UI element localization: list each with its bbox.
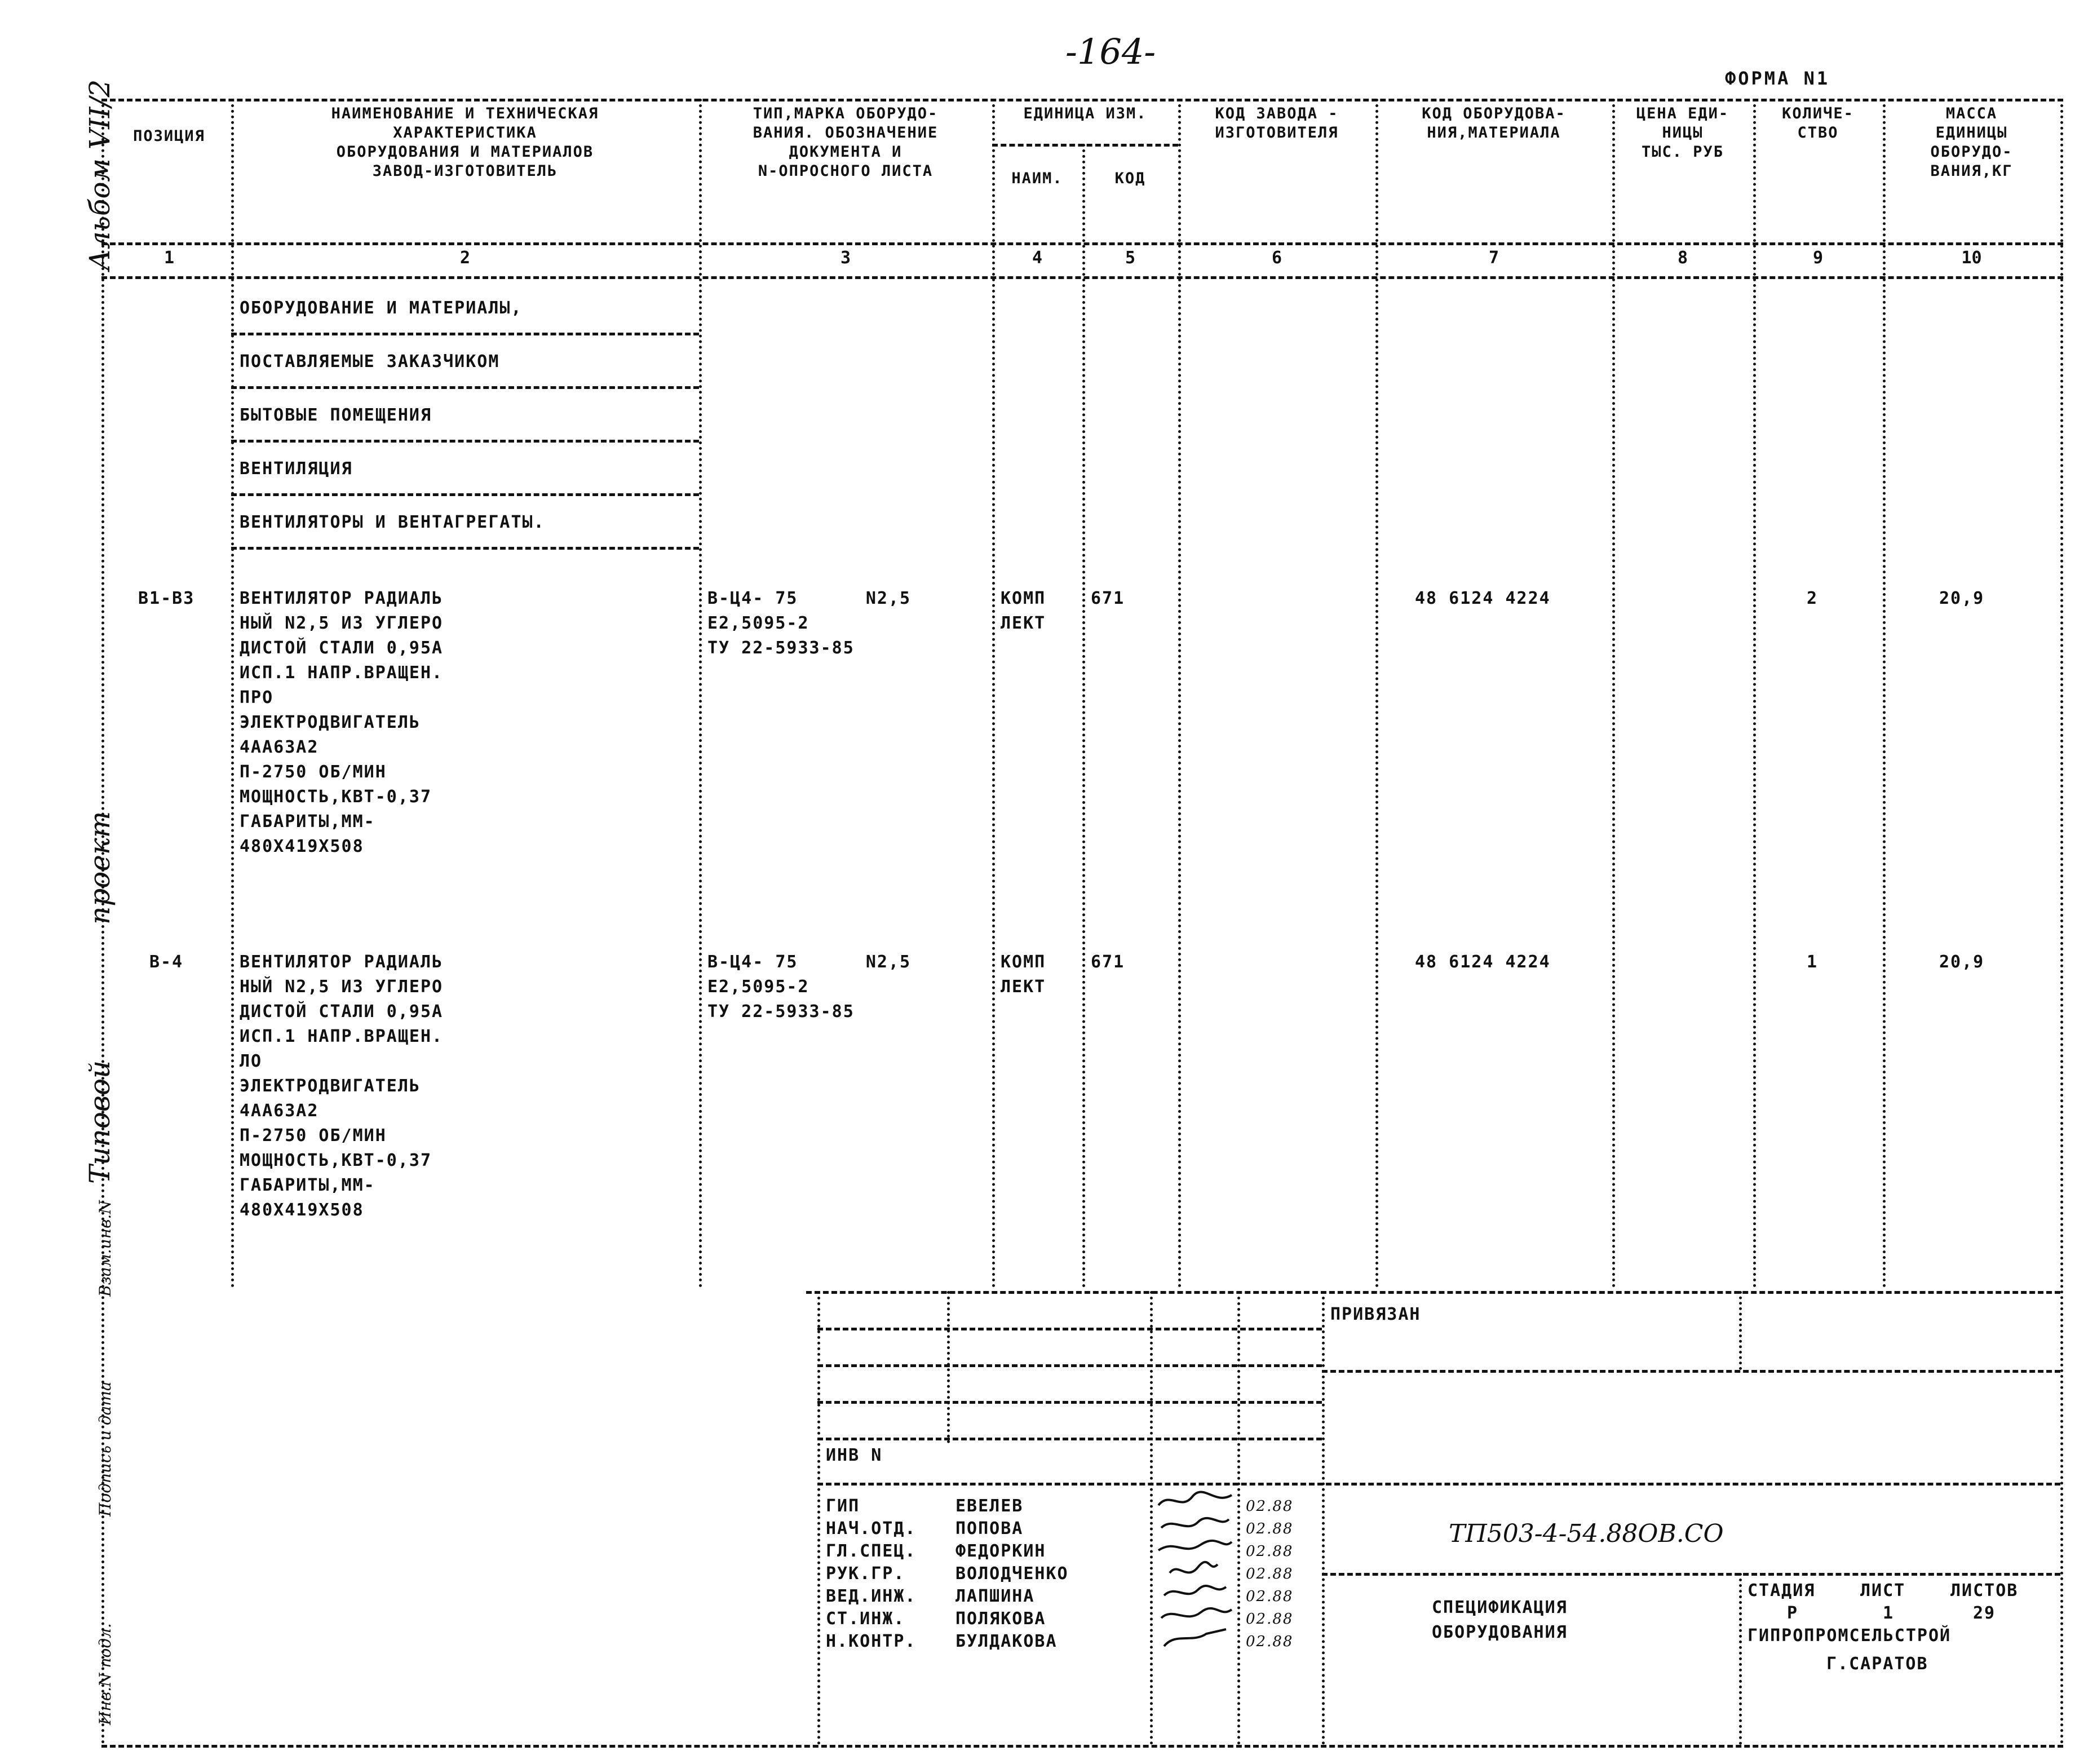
item-position: В-4 bbox=[149, 952, 184, 972]
stamp-date: 02.88 bbox=[1246, 1498, 1294, 1515]
header-type: ТИП,МАРКА ОБОРУДО- ВАНИЯ. ОБОЗНАЧЕНИЕ ДОКУМЕНТА И N-ОПРОСНОГО ЛИСТА bbox=[753, 105, 939, 180]
stamp-name: ФЕДОРКИН bbox=[955, 1541, 1046, 1561]
stamp-role: ГЛ.СПЕЦ. bbox=[826, 1541, 917, 1561]
item-equipment-code: 48 6124 4224 bbox=[1415, 952, 1551, 972]
col-number-2: 2 bbox=[459, 248, 471, 268]
col-number-5: 5 bbox=[1125, 248, 1136, 268]
item-quantity: 1 bbox=[1807, 952, 1819, 972]
header-factory-code: КОД ЗАВОДА - ИЗГОТОВИТЕЛЯ bbox=[1215, 105, 1339, 142]
stamp-date: 02.88 bbox=[1246, 1633, 1294, 1650]
header-mass: МАССА ЕДИНИЦЫ ОБОРУДО- ВАНИЯ,КГ bbox=[1930, 105, 2013, 180]
item-unit-code: 671 bbox=[1091, 952, 1125, 972]
col-number-4: 4 bbox=[1032, 248, 1043, 268]
side-stamp-inv: Инв.N подл. bbox=[96, 1623, 114, 1725]
stamp-role: Н.КОНТР. bbox=[826, 1632, 917, 1651]
section-heading: ВЕНТИЛЯЦИЯ bbox=[240, 459, 353, 479]
col-number-9: 9 bbox=[1812, 248, 1824, 268]
header-unit-name: НАИМ. bbox=[1011, 170, 1063, 187]
item-type: В-Ц4- 75 N2,5 Е2,5095-2 ТУ 22-5933-85 bbox=[707, 952, 912, 1022]
header-position: ПОЗИЦИЯ bbox=[133, 127, 205, 145]
item-unit-name: КОМП ЛЕКТ bbox=[1001, 589, 1046, 633]
item-unit-code: 671 bbox=[1091, 589, 1125, 608]
item-unit-name: КОМП ЛЕКТ bbox=[1001, 952, 1046, 997]
signatures bbox=[1153, 1488, 1237, 1657]
stamp-stage-label: СТАДИЯ bbox=[1748, 1581, 1816, 1601]
stamp-stage: Р bbox=[1787, 1603, 1799, 1623]
section-heading: ВЕНТИЛЯТОРЫ И ВЕНТАГРЕГАТЫ. bbox=[240, 512, 545, 532]
stamp-name: БУЛДАКОВА bbox=[955, 1632, 1058, 1651]
item-mass: 20,9 bbox=[1939, 589, 1985, 608]
stamp-sheet: 1 bbox=[1883, 1603, 1895, 1623]
stamp-name: ПОПОВА bbox=[955, 1519, 1024, 1538]
stamp-date: 02.88 bbox=[1246, 1543, 1294, 1560]
item-equipment-code: 48 6124 4224 bbox=[1415, 589, 1551, 608]
stamp-title: СПЕЦИФИКАЦИЯ ОБОРУДОВАНИЯ bbox=[1432, 1598, 1568, 1642]
header-unit-code: КОД bbox=[1114, 170, 1146, 187]
header-price: ЦЕНА ЕДИ- НИЦЫ ТЫС. РУБ bbox=[1636, 105, 1729, 161]
item-mass: 20,9 bbox=[1939, 952, 1985, 972]
stamp-date: 02.88 bbox=[1246, 1566, 1294, 1582]
stamp-sheets-label: ЛИСТОВ bbox=[1950, 1581, 2019, 1601]
stamp-city: Г.САРАТОВ bbox=[1826, 1654, 1928, 1674]
item-position: В1-В3 bbox=[138, 589, 195, 608]
item-name: ВЕНТИЛЯТОР РАДИАЛЬ НЫЙ N2,5 ИЗ УГЛЕРО ДИСТОЙ СТАЛИ 0,95А ИСП.1 НАПР.ВРАЩЕН. ПРО ЭЛЕКТРОДВИГАТЕЛЬ 4АА63А2 П-2750 ОБ/МИН МОЩНОСТЬ,КВТ-0,37 ГАБАРИТЫ,ММ- 480Х419Х508 bbox=[240, 589, 444, 856]
stamp-date: 02.88 bbox=[1246, 1588, 1294, 1605]
item-quantity: 2 bbox=[1807, 589, 1819, 608]
side-label-album: Альбом VII/2 bbox=[83, 79, 116, 271]
stamp-name: ПОЛЯКОВА bbox=[955, 1609, 1046, 1629]
side-stamp-podpis: Подпись и дата bbox=[96, 1381, 114, 1517]
section-heading: БЫТОВЫЕ ПОМЕЩЕНИЯ bbox=[240, 405, 432, 425]
header-name: НАИМЕНОВАНИЕ И ТЕХНИЧЕСКАЯ ХАРАКТЕРИСТИКА ОБОРУДОВАНИЯ И МАТЕРИАЛОВ ЗАВОД-ИЗГОТОВИТЕЛЬ bbox=[331, 105, 599, 180]
stamp-inv: ИНВ N bbox=[826, 1445, 883, 1465]
side-label-proekt: проект bbox=[83, 811, 116, 925]
form-label: ФОРМА N1 bbox=[1725, 68, 1830, 89]
stamp-org: ГИПРОПРОМСЕЛЬСТРОЙ bbox=[1748, 1626, 1952, 1646]
header-quantity: КОЛИЧЕ- СТВО bbox=[1782, 105, 1854, 142]
section-heading: ПОСТАВЛЯЕМЫЕ ЗАКАЗЧИКОМ bbox=[240, 352, 500, 372]
side-label-tipovoy: Типовой bbox=[83, 1060, 116, 1184]
stamp-role: СТ.ИНЖ. bbox=[826, 1609, 905, 1629]
col-number-6: 6 bbox=[1271, 248, 1282, 268]
stamp-privyazan: ПРИВЯЗАН bbox=[1330, 1305, 1421, 1324]
stamp-sheet-label: ЛИСТ bbox=[1860, 1581, 1906, 1601]
item-name: ВЕНТИЛЯТОР РАДИАЛЬ НЫЙ N2,5 ИЗ УГЛЕРО ДИСТОЙ СТАЛИ 0,95А ИСП.1 НАПР.ВРАЩЕН. ЛО ЭЛЕКТРОДВИГАТЕЛЬ 4АА63А2 П-2750 ОБ/МИН МОЩНОСТЬ,КВТ-0,37 ГАБАРИТЫ,ММ- 480Х419Х508 bbox=[240, 952, 444, 1220]
stamp-name: ЕВЕЛЕВ bbox=[955, 1496, 1024, 1516]
stamp-role: РУК.ГР. bbox=[826, 1564, 905, 1584]
stamp-date: 02.88 bbox=[1246, 1520, 1294, 1537]
header-equipment-code: КОД ОБОРУДОВА- НИЯ,МАТЕРИАЛА bbox=[1422, 105, 1566, 142]
stamp-role: ГИП bbox=[826, 1496, 860, 1516]
item-type: В-Ц4- 75 N2,5 Е2,5095-2 ТУ 22-5933-85 bbox=[707, 589, 912, 658]
page-number: -164- bbox=[1065, 31, 1156, 72]
stamp-role: НАЧ.ОТД. bbox=[826, 1519, 917, 1538]
side-stamp-vzam: Взам.инв.N bbox=[96, 1200, 114, 1297]
col-number-8: 8 bbox=[1677, 248, 1688, 268]
col-number-7: 7 bbox=[1488, 248, 1499, 268]
section-heading: ОБОРУДОВАНИЕ И МАТЕРИАЛЫ, bbox=[240, 298, 523, 318]
stamp-name: ВОЛОДЧЕНКО bbox=[955, 1564, 1069, 1584]
col-number-10: 10 bbox=[1961, 248, 1982, 268]
stamp-role: ВЕД.ИНЖ. bbox=[826, 1586, 917, 1606]
header-unit: ЕДИНИЦА ИЗМ. bbox=[1023, 105, 1147, 122]
stamp-name: ЛАПШИНА bbox=[955, 1586, 1035, 1606]
stamp-doc-code: ТП503-4-54.88ОВ.СО bbox=[1449, 1519, 1724, 1548]
stamp-date: 02.88 bbox=[1246, 1611, 1294, 1628]
col-number-1: 1 bbox=[163, 248, 175, 268]
stamp-sheets: 29 bbox=[1973, 1603, 1996, 1623]
col-number-3: 3 bbox=[840, 248, 851, 268]
